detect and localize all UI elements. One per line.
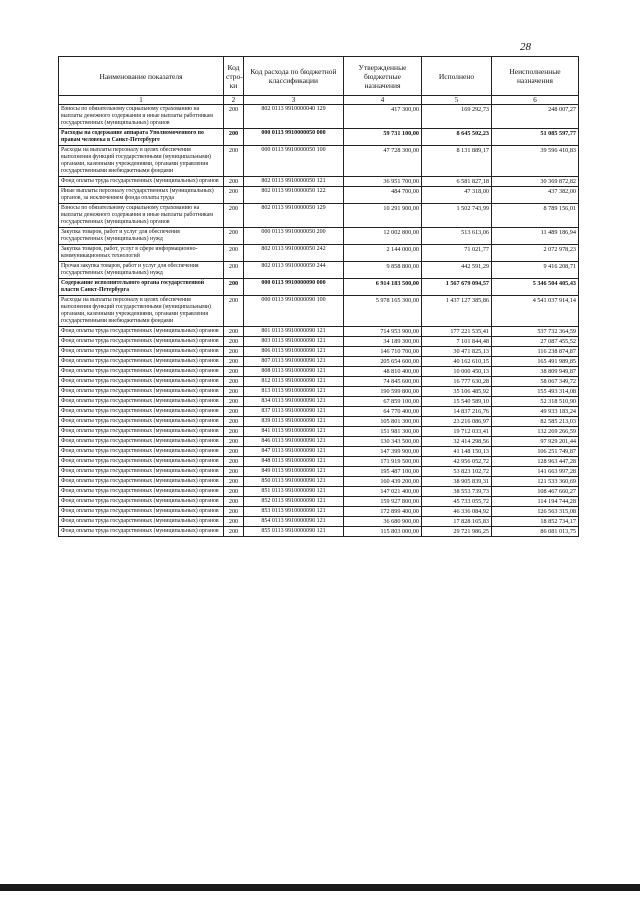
table-row	[59, 204, 579, 228]
row-unexecuted-amount: 8 789 156,01	[492, 204, 579, 228]
row-unexecuted-amount: 116 238 874,87	[492, 347, 579, 357]
row-approved-amount: 195 487 100,00	[344, 467, 422, 477]
row-executed-amount: 8 645 502,23	[422, 129, 492, 146]
row-approved-amount: 115 803 000,00	[344, 527, 422, 537]
table-row	[59, 507, 579, 517]
row-executed-amount: 14 837 216,76	[422, 407, 492, 417]
row-approved-amount: 36 680 900,00	[344, 517, 422, 527]
row-executed-amount: 6 581 827,18	[422, 177, 492, 187]
row-approved-amount: 146 710 700,00	[344, 347, 422, 357]
row-line-code: 200	[224, 262, 244, 279]
row-unexecuted-amount: 38 809 949,87	[492, 367, 579, 377]
row-executed-amount: 40 162 610,15	[422, 357, 492, 367]
table-row	[59, 327, 579, 337]
row-executed-amount: 1 502 743,99	[422, 204, 492, 228]
row-approved-amount: 47 728 300,00	[344, 146, 422, 177]
table-row	[59, 407, 579, 417]
row-unexecuted-amount: 106 251 749,87	[492, 447, 579, 457]
row-unexecuted-amount: 9 416 208,71	[492, 262, 579, 279]
row-line-code: 200	[224, 296, 244, 327]
row-indicator-name: Фонд оплаты труда государственных (муниципальных) органов	[59, 447, 224, 457]
column-number: 1	[59, 96, 224, 105]
column-number: 4	[344, 96, 422, 105]
row-unexecuted-amount: 51 085 597,77	[492, 129, 579, 146]
table-row	[59, 447, 579, 457]
row-indicator-name: Фонд оплаты труда государственных (муниципальных) органов	[59, 397, 224, 407]
header-executed: Исполнено	[422, 57, 492, 96]
row-indicator-name: Фонд оплаты труда государственных (муниципальных) органов	[59, 467, 224, 477]
page-number: 28	[520, 41, 531, 53]
row-line-code: 200	[224, 527, 244, 537]
row-indicator-name: Закупка товаров, работ и услуг для обеспечения государственных (муниципальных) нужд	[59, 228, 224, 245]
row-unexecuted-amount: 27 087 455,52	[492, 337, 579, 347]
row-indicator-name: Расходы на выплаты персоналу в целях обеспечения выполнения функций государственными (муниципальными) органами, казенными учреждениями, органами управления государственными внебюджетными фондами	[59, 296, 224, 327]
row-executed-amount: 169 292,73	[422, 105, 492, 129]
row-approved-amount: 151 981 300,00	[344, 427, 422, 437]
row-expense-code: 841 0113 9910000090 121	[244, 427, 344, 437]
row-indicator-name: Взносы по обязательному социальному страхованию на выплаты денежного содержания и иные выплаты работникам государственных (муниципальных) органов	[59, 204, 224, 228]
row-expense-code: 802 0113 9910000050 121	[244, 177, 344, 187]
row-executed-amount: 38 553 739,73	[422, 487, 492, 497]
row-approved-amount: 5 978 165 300,00	[344, 296, 422, 327]
table-row	[59, 377, 579, 387]
row-unexecuted-amount: 4 541 037 914,14	[492, 296, 579, 327]
row-expense-code: 846 0113 9910000090 121	[244, 437, 344, 447]
table-row	[59, 457, 579, 467]
row-expense-code: 802 0113 9910000050 244	[244, 262, 344, 279]
row-line-code: 200	[224, 427, 244, 437]
header-approved: Утвержденные бюджетные назначения	[344, 57, 422, 96]
row-executed-amount: 17 828 165,83	[422, 517, 492, 527]
row-indicator-name: Фонд оплаты труда государственных (муниципальных) органов	[59, 487, 224, 497]
row-approved-amount: 714 953 900,00	[344, 327, 422, 337]
row-unexecuted-amount: 248 007,27	[492, 105, 579, 129]
row-indicator-name: Фонд оплаты труда государственных (муниципальных) органов	[59, 347, 224, 357]
row-approved-amount: 205 654 600,00	[344, 357, 422, 367]
row-indicator-name: Иные выплаты персоналу государственных (муниципальных) органов, за исключением фонда оплаты труда	[59, 187, 224, 204]
row-line-code: 200	[224, 517, 244, 527]
row-expense-code: 851 0113 9910000090 121	[244, 487, 344, 497]
row-approved-amount: 6 914 183 500,00	[344, 279, 422, 296]
row-executed-amount: 7 101 844,48	[422, 337, 492, 347]
row-expense-code: 855 0113 9910000090 121	[244, 527, 344, 537]
row-expense-code: 808 0113 9910000090 121	[244, 367, 344, 377]
table-header-row	[59, 57, 579, 96]
row-executed-amount: 513 613,06	[422, 228, 492, 245]
table-row	[59, 146, 579, 177]
row-indicator-name: Фонд оплаты труда государственных (муниципальных) органов	[59, 337, 224, 347]
row-executed-amount: 1 437 127 385,86	[422, 296, 492, 327]
row-expense-code: 806 0113 9910000090 121	[244, 347, 344, 357]
row-expense-code: 802 0113 9910000050 129	[244, 204, 344, 228]
row-unexecuted-amount: 141 663 997,28	[492, 467, 579, 477]
row-approved-amount: 2 144 000,00	[344, 245, 422, 262]
row-line-code: 200	[224, 187, 244, 204]
row-approved-amount: 147 399 900,00	[344, 447, 422, 457]
column-number: 3	[244, 96, 344, 105]
column-number: 5	[422, 96, 492, 105]
column-number: 6	[492, 96, 579, 105]
row-approved-amount: 105 801 300,00	[344, 417, 422, 427]
row-executed-amount: 177 221 535,41	[422, 327, 492, 337]
row-unexecuted-amount: 114 194 744,28	[492, 497, 579, 507]
row-approved-amount: 9 858 800,00	[344, 262, 422, 279]
row-executed-amount: 15 540 589,10	[422, 397, 492, 407]
row-executed-amount: 45 733 055,72	[422, 497, 492, 507]
row-line-code: 200	[224, 105, 244, 129]
row-unexecuted-amount: 128 963 447,28	[492, 457, 579, 467]
row-executed-amount: 23 216 086,97	[422, 417, 492, 427]
row-approved-amount: 130 343 500,00	[344, 437, 422, 447]
table-row	[59, 477, 579, 487]
row-line-code: 200	[224, 337, 244, 347]
row-indicator-name: Фонд оплаты труда государственных (муниципальных) органов	[59, 367, 224, 377]
row-expense-code: 834 0113 9910000090 121	[244, 397, 344, 407]
table-row	[59, 487, 579, 497]
row-indicator-name: Фонд оплаты труда государственных (муниципальных) органов	[59, 377, 224, 387]
row-executed-amount: 16 777 630,28	[422, 377, 492, 387]
row-indicator-name: Прочая закупка товаров, работ и услуг для обеспечения государственных (муниципальных) нужд	[59, 262, 224, 279]
row-expense-code: 848 0113 9910000090 121	[244, 457, 344, 467]
table-row	[59, 279, 579, 296]
row-unexecuted-amount: 82 585 213,03	[492, 417, 579, 427]
row-line-code: 200	[224, 377, 244, 387]
header-expense-code: Код расхода по бюджетной классификации	[244, 57, 344, 96]
row-unexecuted-amount: 11 489 186,94	[492, 228, 579, 245]
row-unexecuted-amount: 165 491 989,85	[492, 357, 579, 367]
row-line-code: 200	[224, 477, 244, 487]
row-executed-amount: 8 131 889,17	[422, 146, 492, 177]
row-approved-amount: 147 021 400,00	[344, 487, 422, 497]
row-unexecuted-amount: 30 369 872,82	[492, 177, 579, 187]
row-expense-code: 802 0113 9910000050 242	[244, 245, 344, 262]
table-row	[59, 262, 579, 279]
row-line-code: 200	[224, 397, 244, 407]
row-indicator-name: Фонд оплаты труда государственных (муниципальных) органов	[59, 517, 224, 527]
row-unexecuted-amount: 18 852 734,17	[492, 517, 579, 527]
scan-bottom-edge	[0, 884, 640, 891]
row-line-code: 200	[224, 497, 244, 507]
table-row	[59, 497, 579, 507]
header-line-code: Код стро-ки	[224, 57, 244, 96]
column-number-row	[59, 96, 579, 105]
row-indicator-name: Фонд оплаты труда государственных (муниципальных) органов	[59, 417, 224, 427]
row-indicator-name: Фонд оплаты труда государственных (муниципальных) органов	[59, 407, 224, 417]
row-executed-amount: 32 414 298,56	[422, 437, 492, 447]
row-expense-code: 847 0113 9910000090 121	[244, 447, 344, 457]
row-approved-amount: 10 291 900,00	[344, 204, 422, 228]
row-approved-amount: 172 899 400,00	[344, 507, 422, 517]
row-unexecuted-amount: 86 081 013,75	[492, 527, 579, 537]
row-unexecuted-amount: 108 467 660,27	[492, 487, 579, 497]
row-approved-amount: 417 300,00	[344, 105, 422, 129]
row-executed-amount: 1 567 679 094,57	[422, 279, 492, 296]
row-unexecuted-amount: 2 072 978,23	[492, 245, 579, 262]
row-line-code: 200	[224, 457, 244, 467]
row-line-code: 200	[224, 417, 244, 427]
header-indicator-name: Наименование показателя	[59, 57, 224, 96]
row-expense-code: 812 0113 9910000090 121	[244, 377, 344, 387]
row-line-code: 200	[224, 129, 244, 146]
row-indicator-name: Фонд оплаты труда государственных (муниципальных) органов	[59, 327, 224, 337]
table-row	[59, 105, 579, 129]
row-indicator-name: Фонд оплаты труда государственных (муниципальных) органов	[59, 437, 224, 447]
table-row	[59, 337, 579, 347]
row-approved-amount: 59 731 100,00	[344, 129, 422, 146]
row-line-code: 200	[224, 447, 244, 457]
row-expense-code: 000 0113 9910000090 000	[244, 279, 344, 296]
row-indicator-name: Закупка товаров, работ, услуг в сфере информационно-коммуникационных технологий	[59, 245, 224, 262]
row-line-code: 200	[224, 487, 244, 497]
row-line-code: 200	[224, 407, 244, 417]
row-line-code: 200	[224, 228, 244, 245]
row-approved-amount: 48 810 400,00	[344, 367, 422, 377]
row-unexecuted-amount: 132 269 266,59	[492, 427, 579, 437]
table-row	[59, 347, 579, 357]
row-expense-code: 839 0113 9910000090 121	[244, 417, 344, 427]
row-line-code: 200	[224, 146, 244, 177]
table-row	[59, 129, 579, 146]
row-line-code: 200	[224, 279, 244, 296]
table-row	[59, 367, 579, 377]
row-approved-amount: 34 189 300,00	[344, 337, 422, 347]
table-row	[59, 187, 579, 204]
table-row	[59, 357, 579, 367]
row-unexecuted-amount: 537 732 364,59	[492, 327, 579, 337]
row-approved-amount: 74 845 600,00	[344, 377, 422, 387]
row-approved-amount: 160 439 200,00	[344, 477, 422, 487]
row-executed-amount: 29 721 986,25	[422, 527, 492, 537]
row-unexecuted-amount: 52 318 510,90	[492, 397, 579, 407]
row-approved-amount: 12 002 800,00	[344, 228, 422, 245]
row-unexecuted-amount: 437 382,00	[492, 187, 579, 204]
table-row	[59, 397, 579, 407]
row-approved-amount: 484 700,00	[344, 187, 422, 204]
row-indicator-name: Содержание исполнительного органа государственной власти Санкт-Петербурга	[59, 279, 224, 296]
row-indicator-name: Фонд оплаты труда государственных (муниципальных) органов	[59, 477, 224, 487]
row-line-code: 200	[224, 357, 244, 367]
row-unexecuted-amount: 121 533 360,69	[492, 477, 579, 487]
row-unexecuted-amount: 126 563 315,08	[492, 507, 579, 517]
row-expense-code: 802 0113 9910000040 129	[244, 105, 344, 129]
row-expense-code: 000 0113 9910000050 100	[244, 146, 344, 177]
row-line-code: 200	[224, 245, 244, 262]
row-expense-code: 837 0113 9910000090 121	[244, 407, 344, 417]
row-expense-code: 807 0113 9910000090 121	[244, 357, 344, 367]
budget-execution-table	[58, 56, 579, 537]
row-expense-code: 802 0113 9910000050 122	[244, 187, 344, 204]
table-row	[59, 296, 579, 327]
row-line-code: 200	[224, 177, 244, 187]
row-indicator-name: Фонд оплаты труда государственных (муниципальных) органов	[59, 177, 224, 187]
row-expense-code: 813 0113 9910000090 121	[244, 387, 344, 397]
row-indicator-name: Расходы на содержание аппарата Уполномоченного по правам человека в Санкт-Петербурге	[59, 129, 224, 146]
row-executed-amount: 442 591,29	[422, 262, 492, 279]
row-indicator-name: Фонд оплаты труда государственных (муниципальных) органов	[59, 527, 224, 537]
row-indicator-name: Фонд оплаты труда государственных (муниципальных) органов	[59, 457, 224, 467]
row-line-code: 200	[224, 327, 244, 337]
row-expense-code: 803 0113 9910000090 121	[244, 337, 344, 347]
row-expense-code: 852 0113 9910000090 121	[244, 497, 344, 507]
row-expense-code: 801 0113 9910000090 121	[244, 327, 344, 337]
row-indicator-name: Расходы на выплаты персоналу в целях обеспечения выполнения функций государственными (муниципальными) органами, казенными учреждениями, органами управления государственными внебюджетными фондами	[59, 146, 224, 177]
table-row	[59, 228, 579, 245]
row-line-code: 200	[224, 467, 244, 477]
row-unexecuted-amount: 97 929 201,44	[492, 437, 579, 447]
row-expense-code: 850 0113 9910000090 121	[244, 477, 344, 487]
row-line-code: 200	[224, 204, 244, 228]
row-executed-amount: 71 021,77	[422, 245, 492, 262]
table-row	[59, 437, 579, 447]
row-unexecuted-amount: 155 493 314,08	[492, 387, 579, 397]
row-indicator-name: Фонд оплаты труда государственных (муниципальных) органов	[59, 427, 224, 437]
header-unexecuted: Неисполненные назначения	[492, 57, 579, 96]
table-row	[59, 527, 579, 537]
row-approved-amount: 190 599 800,00	[344, 387, 422, 397]
row-executed-amount: 47 318,00	[422, 187, 492, 204]
column-number: 2	[224, 96, 244, 105]
row-line-code: 200	[224, 367, 244, 377]
row-executed-amount: 38 905 839,31	[422, 477, 492, 487]
row-executed-amount: 53 823 102,72	[422, 467, 492, 477]
row-approved-amount: 64 770 400,00	[344, 407, 422, 417]
row-approved-amount: 36 951 700,00	[344, 177, 422, 187]
row-indicator-name: Фонд оплаты труда государственных (муниципальных) органов	[59, 387, 224, 397]
row-approved-amount: 67 859 100,00	[344, 397, 422, 407]
row-indicator-name: Фонд оплаты труда государственных (муниципальных) органов	[59, 507, 224, 517]
row-executed-amount: 41 148 150,13	[422, 447, 492, 457]
row-indicator-name: Фонд оплаты труда государственных (муниципальных) органов	[59, 357, 224, 367]
row-expense-code: 000 0113 9910000050 000	[244, 129, 344, 146]
row-line-code: 200	[224, 437, 244, 447]
row-executed-amount: 42 956 052,72	[422, 457, 492, 467]
row-approved-amount: 171 919 500,00	[344, 457, 422, 467]
row-unexecuted-amount: 58 067 349,72	[492, 377, 579, 387]
row-executed-amount: 46 336 084,92	[422, 507, 492, 517]
table-body	[59, 105, 579, 537]
table-row	[59, 177, 579, 187]
row-expense-code: 853 0113 9910000090 121	[244, 507, 344, 517]
row-line-code: 200	[224, 387, 244, 397]
table-row	[59, 387, 579, 397]
row-expense-code: 849 0113 9910000090 121	[244, 467, 344, 477]
row-unexecuted-amount: 49 933 183,24	[492, 407, 579, 417]
row-executed-amount: 30 471 825,13	[422, 347, 492, 357]
table-row	[59, 517, 579, 527]
row-unexecuted-amount: 39 596 410,83	[492, 146, 579, 177]
row-executed-amount: 10 000 450,13	[422, 367, 492, 377]
row-expense-code: 000 0113 9910000050 200	[244, 228, 344, 245]
table-row	[59, 467, 579, 477]
row-expense-code: 854 0113 9910000090 121	[244, 517, 344, 527]
row-unexecuted-amount: 5 346 504 405,43	[492, 279, 579, 296]
row-indicator-name: Взносы по обязательному социальному страхованию на выплаты денежного содержания и иные выплаты работникам государственных (муниципальных) органов	[59, 105, 224, 129]
row-line-code: 200	[224, 347, 244, 357]
table-row	[59, 245, 579, 262]
row-executed-amount: 19 712 033,41	[422, 427, 492, 437]
table-row	[59, 417, 579, 427]
row-line-code: 200	[224, 507, 244, 517]
row-expense-code: 000 0113 9910000090 100	[244, 296, 344, 327]
table-row	[59, 427, 579, 437]
row-executed-amount: 35 106 485,92	[422, 387, 492, 397]
row-approved-amount: 159 927 800,00	[344, 497, 422, 507]
row-indicator-name: Фонд оплаты труда государственных (муниципальных) органов	[59, 497, 224, 507]
